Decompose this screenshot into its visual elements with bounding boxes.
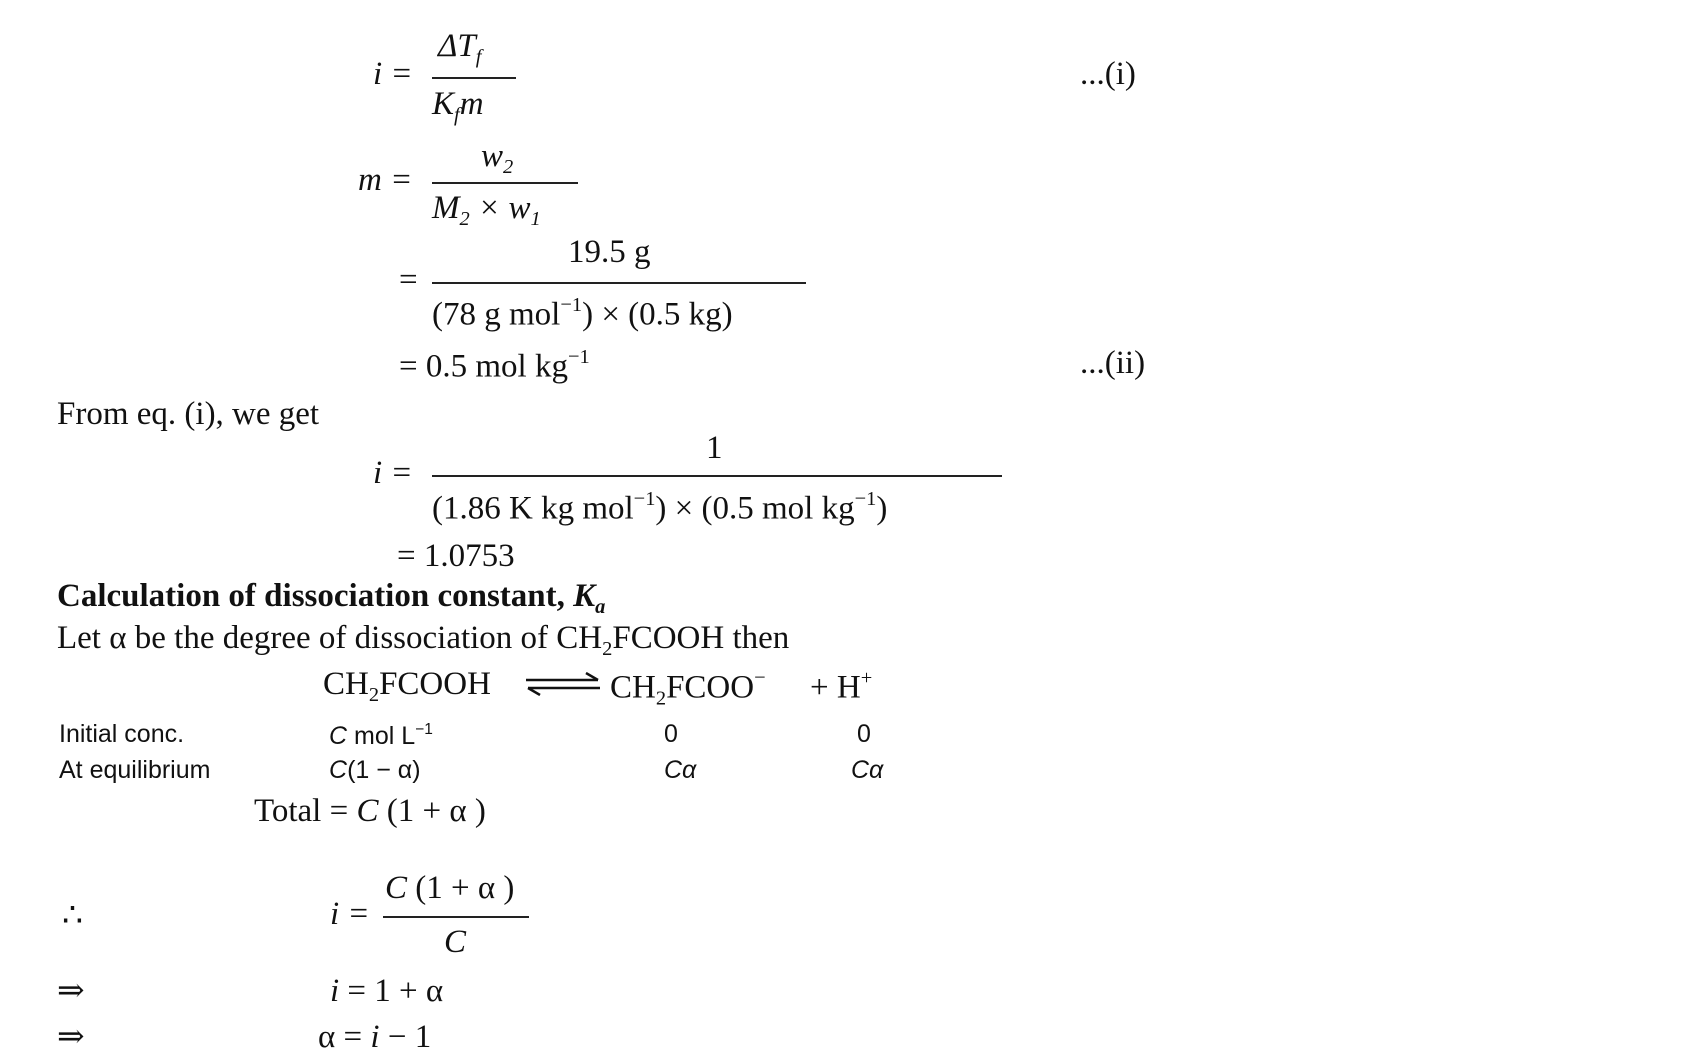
eq1-den-k: K xyxy=(432,86,455,122)
total-c: C xyxy=(356,793,379,829)
eq6-result: = 1.0753 xyxy=(397,538,515,574)
row-equilibrium-c1-c: C xyxy=(329,756,348,784)
reactant-sub: 2 xyxy=(368,684,380,707)
eq9-minus-one: − 1 xyxy=(379,1019,432,1055)
eq2-num-w: w xyxy=(481,138,504,174)
eq4-text: = 0.5 mol kg xyxy=(399,348,568,385)
product1-sub: 2 xyxy=(655,687,667,710)
eq4-result xyxy=(399,347,590,383)
eq2-den-times-w: × w xyxy=(469,190,531,226)
row-equilibrium-c2: Cα xyxy=(664,756,697,784)
reaction-reactant xyxy=(323,668,491,706)
eq5-numerator: 1 xyxy=(706,430,723,466)
eq3-fraction-bar xyxy=(432,282,806,284)
eq1-delta-t: ΔT xyxy=(438,28,476,64)
eq3-denominator xyxy=(432,295,733,331)
eq8 xyxy=(330,975,443,1008)
implies-symbol-1: ⇒ xyxy=(57,973,85,1009)
eq7-numerator xyxy=(385,872,514,905)
eq7-num-expr: (1 + α ) xyxy=(407,870,515,906)
eq5-den-part-c: ) xyxy=(876,490,888,527)
total-expr: (1 + α ) xyxy=(378,793,486,829)
reactant-part-b: FCOOH xyxy=(379,666,491,702)
intro-sentence xyxy=(57,622,789,660)
row-equilibrium-c1 xyxy=(329,758,421,783)
intro-part-b: FCOOH then xyxy=(612,620,790,656)
product1-sup: − xyxy=(754,667,766,689)
row-initial-label: Initial conc. xyxy=(59,720,185,748)
heading-symbol: K xyxy=(573,578,596,614)
eq2-denominator xyxy=(432,192,541,230)
eq7-fraction-bar xyxy=(383,916,529,918)
eq7-lhs: i = xyxy=(330,896,370,932)
total-label: Total = xyxy=(254,793,357,829)
eq1-den-m: m xyxy=(459,86,484,122)
eq9-alpha: α = xyxy=(318,1019,371,1055)
eq1-numerator xyxy=(438,30,481,68)
product1-part-a: CH xyxy=(610,669,656,706)
heading-text: Calculation of dissociation constant, xyxy=(57,578,574,614)
row-initial-c1-sup: −1 xyxy=(415,721,433,738)
eq7-denominator: C xyxy=(444,924,467,960)
therefore-symbol: ∴ xyxy=(62,898,83,934)
row-initial-c3: 0 xyxy=(857,720,871,748)
eq2-den-sub2: 1 xyxy=(530,208,541,231)
eq5-lhs: i = xyxy=(373,455,413,491)
eq2-lhs: m = xyxy=(358,162,413,198)
reaction-product-2 xyxy=(810,668,872,704)
section-heading xyxy=(57,580,605,618)
from-eq-text: From eq. (i), we get xyxy=(57,396,320,432)
eq4-sup: −1 xyxy=(567,346,590,368)
implies-symbol-2: ⇒ xyxy=(57,1019,85,1055)
eq2-den-m: M xyxy=(432,190,460,226)
eq7-num-c: C xyxy=(385,870,408,906)
eq2-numerator xyxy=(481,140,513,178)
eq5-den-part-a: (1.86 K kg mol xyxy=(432,490,634,527)
eq1-fraction-bar xyxy=(432,77,516,79)
row-equilibrium-c1-expr: (1 − α) xyxy=(347,756,421,784)
eq1-lhs: i = xyxy=(373,56,413,92)
eq3-den-part-b: ) × (0.5 kg) xyxy=(582,296,733,333)
heading-symbol-sub: a xyxy=(595,596,606,619)
eq3-den-part-a: (78 g mol xyxy=(432,296,561,333)
row-equilibrium-c3: Cα xyxy=(851,756,884,784)
eq5-fraction-bar xyxy=(432,475,1002,477)
eq3-numerator: 19.5 g xyxy=(568,234,651,270)
eq1-tag: ...(i) xyxy=(1080,56,1136,92)
eq5-den-sup1: −1 xyxy=(633,488,656,510)
eq2-fraction-bar xyxy=(432,182,578,184)
intro-part-a: Let α be the degree of dissociation of CH xyxy=(57,620,603,656)
eq4-tag: ...(ii) xyxy=(1080,345,1146,381)
row-initial-c1-unit: mol L xyxy=(347,722,416,751)
eq2-num-sub: 2 xyxy=(503,156,514,179)
row-initial-c2: 0 xyxy=(664,720,678,748)
product1-part-b: FCOO xyxy=(666,669,755,706)
reaction-product-1 xyxy=(610,668,766,709)
eq8-rhs: = 1 + α xyxy=(339,973,444,1009)
eq3-den-sup: −1 xyxy=(560,294,583,316)
eq8-i: i xyxy=(330,973,340,1009)
product2-plus-h: + H xyxy=(810,669,861,706)
eq9-i: i xyxy=(370,1019,380,1055)
eq1-num-sub: f xyxy=(475,46,482,69)
eq5-den-part-b: ) × (0.5 mol kg xyxy=(655,490,855,527)
row-initial-c1-c: C xyxy=(329,722,348,751)
product2-sup: + xyxy=(860,667,873,689)
eq9 xyxy=(318,1021,431,1054)
reactant-part-a: CH xyxy=(323,666,369,702)
eq5-den-sup2: −1 xyxy=(854,488,877,510)
eq5-denominator xyxy=(432,489,887,525)
eq2-den-sub1: 2 xyxy=(459,208,470,231)
total-line xyxy=(254,795,486,828)
row-initial-c1 xyxy=(329,722,433,749)
equilibrium-arrow-icon xyxy=(524,672,602,696)
eq1-den-sub: f xyxy=(454,104,460,127)
eq1-denominator xyxy=(432,88,484,126)
eq3-equals: = xyxy=(399,262,418,298)
intro-sub: 2 xyxy=(602,638,613,661)
row-equilibrium-label: At equilibrium xyxy=(59,756,211,784)
